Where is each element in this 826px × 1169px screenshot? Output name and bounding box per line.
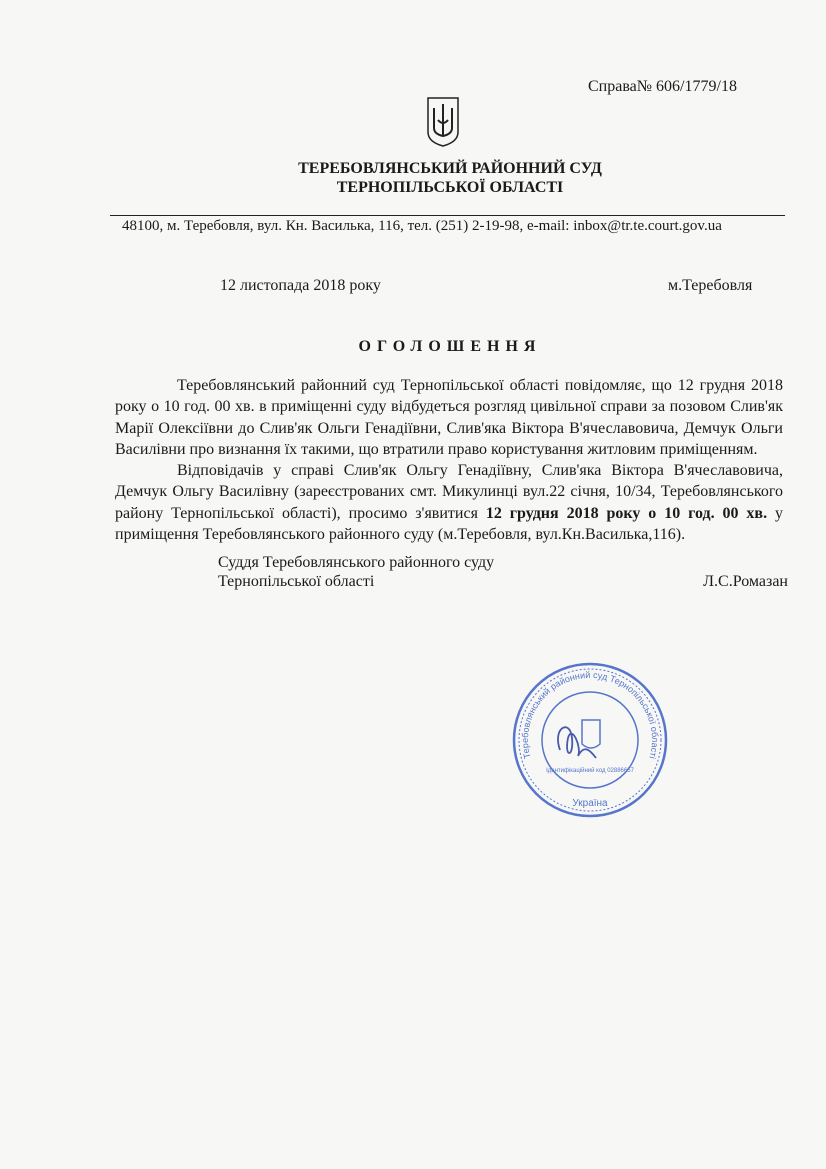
handwritten-signature bbox=[558, 727, 596, 758]
signature-title-line2: Тернопільської області bbox=[218, 573, 375, 591]
document-heading: ОГОЛОШЕННЯ bbox=[358, 338, 542, 355]
summons-location: у приміщення Теребовлянського районного суду (м.Теребовля, вул.Кн.Василька,116). bbox=[115, 504, 783, 544]
announcement-paragraph: Теребовлянський районний суд Тернопільської області повідомляє, що 12 грудня 2018 року о 10 год. 00 хв. в приміщенні суду відбудеться розгляд цивільної справи за позовом Слив'як Марії Олексіївни до Слив'як Ольги Генадіївни, Слив'яка Віктора В'ячеславовича, Демчук Ольги Василівни про визнання їх такими, що втратили право користування житловим приміщенням. bbox=[115, 377, 783, 458]
summons-paragraph bbox=[115, 460, 783, 545]
signature-block bbox=[115, 553, 788, 591]
court-stamp bbox=[510, 660, 670, 820]
court-address: 48100, м. Теребовля, вул. Кн. Василька, 116, тел. (251) 2-19-98, e-mail: inbox@tr.te.court.gov.ua bbox=[122, 218, 722, 234]
signature-title-line1: Суддя Теребовлянського районного суду bbox=[218, 554, 495, 572]
stamp-outer-text: Теребовлянський районний суд Тернопільської області bbox=[519, 669, 661, 760]
stamp-bottom-text: Україна bbox=[572, 798, 608, 809]
document-body bbox=[115, 375, 788, 591]
court-name-line1: ТЕРЕБОВЛЯНСЬКИЙ РАЙОННИЙ СУД bbox=[298, 160, 602, 177]
judge-name: Л.С.Ромазан bbox=[703, 573, 788, 591]
hearing-datetime: 12 грудня 2018 року о 10 год. 00 хв. bbox=[485, 504, 768, 522]
document-date: 12 листопада 2018 року bbox=[220, 277, 381, 294]
document-place: м.Теребовля bbox=[668, 277, 753, 294]
case-number: Справа№ 606/1779/18 bbox=[588, 78, 737, 95]
court-name-line2: ТЕРНОПІЛЬСЬКОЇ ОБЛАСТІ bbox=[336, 179, 564, 196]
coat-of-arms-icon bbox=[426, 96, 460, 148]
stamp-inner-text: Ідентифікаційний код 02886657 bbox=[546, 768, 634, 774]
summons-text: Відповідачів у справі Слив'як Ольгу Генадіївну, Слив'яка Віктора В'ячеславовича, Демчук Ольгу Василівну (зареєстрованих смт. Микулинці вул.22 січня, 10/34, Теребовлянського району Тернопільської області), просимо з'явитися bbox=[115, 462, 783, 522]
header-divider bbox=[110, 215, 785, 216]
